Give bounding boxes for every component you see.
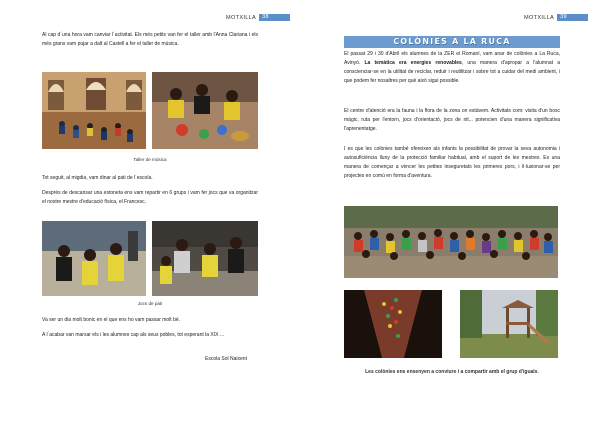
paragraph: A l´acabar van marxar els i les alumnes cap als seus pobles, tot esperant la XIX ... xyxy=(42,332,225,338)
magazine-title: MOTXILLA xyxy=(226,14,257,21)
article-title-banner: COLÒNIES A LA RUCA xyxy=(344,36,560,48)
right-page xyxy=(300,0,600,424)
group-photo xyxy=(344,206,558,278)
climbing-wall-photo xyxy=(344,290,442,358)
paragraph: El centre d'atenció era la fauna i la flora de la zona on estàvem. Activitats com: visita d'un bosc màgic, ruta per l'entorn, jocs d'orientació, jocs de nit... potencien d'una manera significativa l'aprenentatge. xyxy=(344,108,560,132)
photo-caption: Jocs de pati xyxy=(137,301,163,306)
playground-games-photo-1 xyxy=(42,221,146,296)
paragraph-text: El passat 29 i 30 d'Abril els alumnes de la ZER el Romaní, vam anar de colònies a La Ruca, Avinyó. xyxy=(344,51,560,66)
paragraph: Tot seguit, al migdia, vam dinar al pati de l´escola. xyxy=(42,175,153,181)
playground-photo xyxy=(460,290,558,358)
magazine-title: MOTXILLA xyxy=(524,14,555,21)
playground-games-photo-2 xyxy=(152,221,258,296)
paragraph: Després de descansar una estoneta ens vam repartir en 6 grups i vam fer jocs que va organitzar el nostre mestre d'educació física, el Francesc. xyxy=(42,190,258,205)
page-number: 38 xyxy=(259,14,290,21)
photo-caption xyxy=(344,369,560,375)
paragraph-text: , una manera d'apropar a l'alumnat a conscienciar-se en la utilitat de reciclar, reduir i reutilitzar i sobre tot a cuidar del medi ambient, i que podem fer nosaltres per què això sigui possible. xyxy=(344,60,561,84)
caption-end: . xyxy=(537,369,539,375)
music-workshop-photo-2 xyxy=(152,72,258,149)
photo-caption: Taller de música xyxy=(133,157,167,162)
paragraph xyxy=(344,50,560,86)
highlight-text: La temàtica era energies renovables xyxy=(364,60,462,66)
page-header xyxy=(524,14,588,21)
signature: Escola Sol Naixent xyxy=(205,356,247,362)
page-header xyxy=(226,14,290,21)
paragraph: Va ser un dia molt bonic en el que ens ho vam passar molt bé. xyxy=(42,317,181,323)
paragraph: I es que les colònies també ofereixen als infants la possibilitat de provar la seva autonomia i autosuficiència lluny de la protecció familiar habitual, amb el suport de les mestres. Es una manera de començar a vèncer les petites inseguretats les primeres pors, i il·lusionar-se per projectes en comú en forma d'aventura. xyxy=(344,146,560,179)
caption-bold-text: Les colònies ens ensenyen a conviure i a compartir amb el grup d'iguals xyxy=(365,369,538,375)
page-number: 39 xyxy=(557,14,588,21)
music-workshop-photo-1 xyxy=(42,72,146,149)
paragraph: Al cap d´una hora vam canviar l´activitat. Els més petits van fer el taller amb l'Anna Clariana i els més grans vam pujar a dalt al Castell a fer el taller de música. xyxy=(42,32,258,47)
